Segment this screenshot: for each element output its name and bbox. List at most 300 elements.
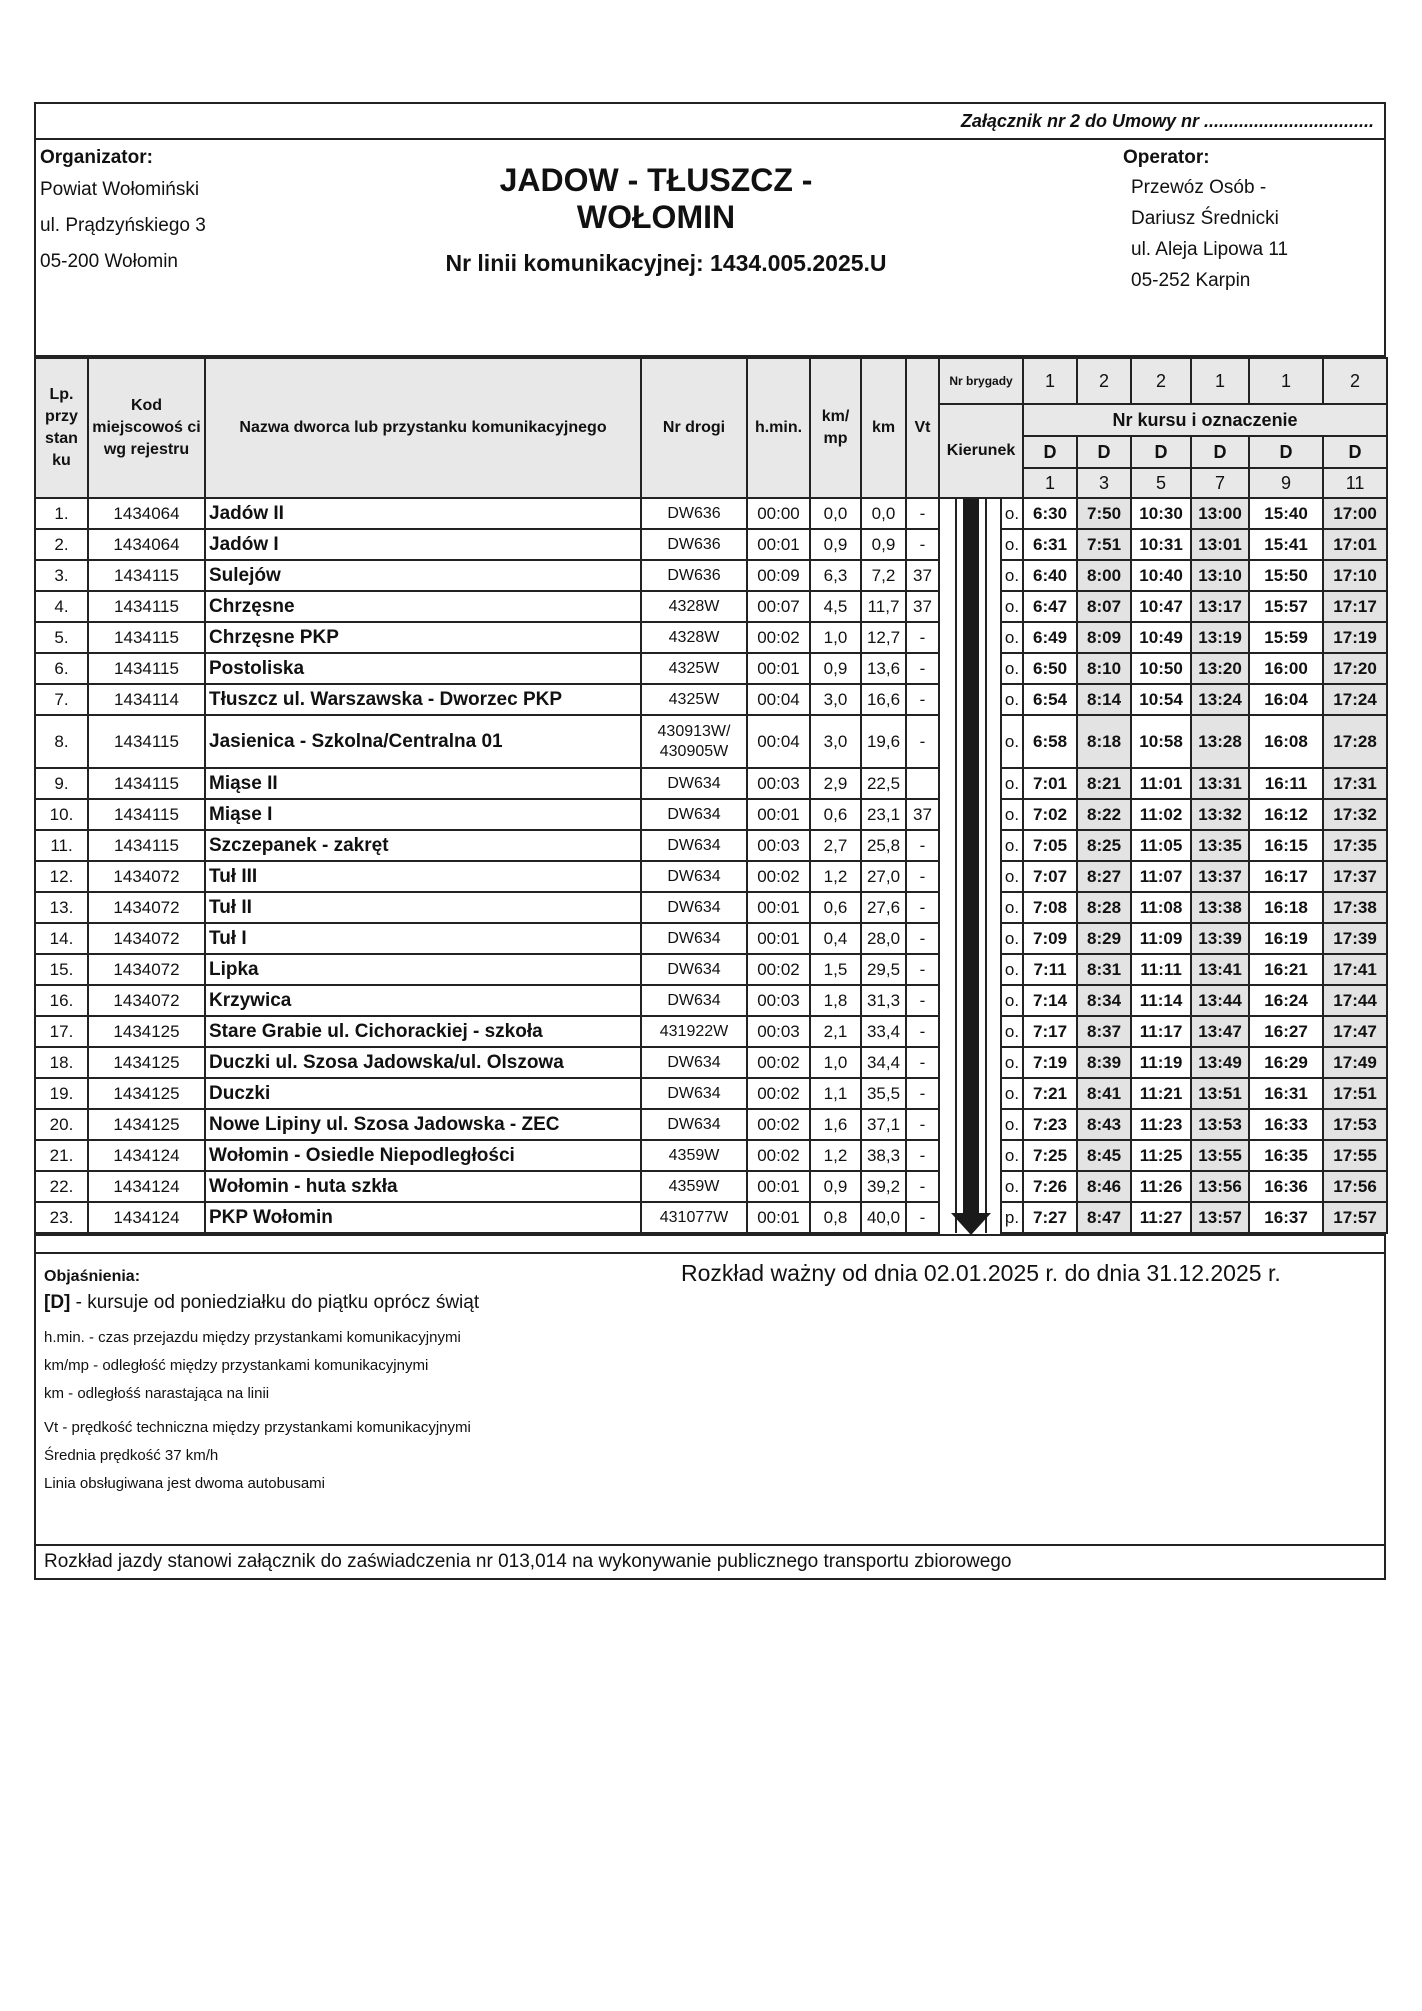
organizer-line: 05-200 Wołomin: [40, 251, 179, 272]
stop-name: Wołomin - huta szkła: [205, 1171, 641, 1202]
departure-time: 17:38: [1323, 892, 1387, 923]
technical-speed: -: [906, 954, 939, 985]
travel-time: 00:02: [747, 861, 810, 892]
direction-pad: [986, 1140, 1001, 1171]
explanations-heading: Objaśnienia:: [44, 1268, 141, 1285]
direction-pad: [939, 529, 956, 560]
direction-pad: [939, 1140, 956, 1171]
course-marking: D: [1131, 436, 1191, 468]
stop-code: 1434064: [88, 529, 205, 560]
departure-time: 13:39: [1191, 923, 1249, 954]
course-number: 1: [1023, 468, 1077, 498]
stop-name: Tuł I: [205, 923, 641, 954]
segment-distance: 0,4: [810, 923, 861, 954]
stop-lp: 1.: [35, 498, 88, 529]
stop-code: 1434072: [88, 954, 205, 985]
stop-name: Chrzęsne: [205, 591, 641, 622]
departure-time: 13:01: [1191, 529, 1249, 560]
legend-line: h.min. - czas przejazdu między przystankami komunikacyjnymi: [44, 1329, 461, 1346]
departure-time: 11:07: [1131, 861, 1191, 892]
departure-time: 15:41: [1249, 529, 1323, 560]
departure-time: 7:11: [1023, 954, 1077, 985]
departure-time: 17:31: [1323, 768, 1387, 799]
stop-name: Krzywica: [205, 985, 641, 1016]
direction-pad: [939, 1109, 956, 1140]
table-row: [35, 892, 1387, 923]
stop-code: 1434125: [88, 1047, 205, 1078]
stop-name: Tłuszcz ul. Warszawska - Dworzec PKP: [205, 684, 641, 715]
direction-pad: [986, 560, 1001, 591]
stop-lp: 6.: [35, 653, 88, 684]
departure-time: 15:59: [1249, 622, 1323, 653]
timetable-sheet: [34, 102, 1386, 1580]
stop-lp: 14.: [35, 923, 88, 954]
route-title: JADOW - TŁUSZCZ - WOŁOMIN: [499, 162, 813, 235]
departure-time: 11:19: [1131, 1047, 1191, 1078]
departure-time: 11:25: [1131, 1140, 1191, 1171]
departure-time: 15:40: [1249, 498, 1323, 529]
stop-code: 1434115: [88, 715, 205, 768]
direction-pad: [939, 622, 956, 653]
arrow-stem: [963, 1171, 979, 1202]
departure-time: 7:21: [1023, 1078, 1077, 1109]
departure-time: 8:37: [1077, 1016, 1131, 1047]
operator-line: Dariusz Średnicki: [1131, 208, 1279, 229]
table-row: [35, 954, 1387, 985]
direction-pad: [939, 1016, 956, 1047]
travel-time: 00:02: [747, 1109, 810, 1140]
stop-lp: 22.: [35, 1171, 88, 1202]
cumulative-distance: 33,4: [861, 1016, 906, 1047]
technical-speed: -: [906, 715, 939, 768]
stop-name: Duczki: [205, 1078, 641, 1109]
course-number: 5: [1131, 468, 1191, 498]
departure-time: 17:47: [1323, 1016, 1387, 1047]
arrow-stem: [963, 892, 979, 923]
segment-distance: 1,5: [810, 954, 861, 985]
departure-time: 8:18: [1077, 715, 1131, 768]
road-number: 4328W: [641, 591, 747, 622]
road-number: DW634: [641, 954, 747, 985]
direction-mark: o.: [1001, 830, 1023, 861]
stop-name: Postoliska: [205, 653, 641, 684]
departure-time: 11:09: [1131, 923, 1191, 954]
course-marking: D: [1323, 436, 1387, 468]
direction-mark: o.: [1001, 1016, 1023, 1047]
departure-time: 11:21: [1131, 1078, 1191, 1109]
direction-arrow-icon: [956, 622, 986, 653]
segment-distance: 0,8: [810, 1202, 861, 1233]
stop-lp: 15.: [35, 954, 88, 985]
direction-mark: o.: [1001, 653, 1023, 684]
direction-mark: o.: [1001, 684, 1023, 715]
timetable: [34, 357, 1388, 1234]
course-number: 3: [1077, 468, 1131, 498]
stop-code: 1434115: [88, 768, 205, 799]
direction-arrow-icon: [956, 591, 986, 622]
stop-lp: 23.: [35, 1202, 88, 1233]
direction-label: Kierunek: [939, 404, 1023, 498]
direction-pad: [986, 622, 1001, 653]
departure-time: 7:25: [1023, 1140, 1077, 1171]
road-number: DW636: [641, 560, 747, 591]
stop-name: Jadów I: [205, 529, 641, 560]
direction-mark: o.: [1001, 923, 1023, 954]
departure-time: 8:21: [1077, 768, 1131, 799]
segment-distance: 1,8: [810, 985, 861, 1016]
segment-distance: 2,7: [810, 830, 861, 861]
stop-lp: 11.: [35, 830, 88, 861]
departure-time: 7:05: [1023, 830, 1077, 861]
direction-mark: o.: [1001, 985, 1023, 1016]
departure-time: 16:12: [1249, 799, 1323, 830]
departure-time: 11:23: [1131, 1109, 1191, 1140]
stop-code: 1434115: [88, 560, 205, 591]
direction-arrow-icon: [956, 715, 986, 768]
table-row: [35, 830, 1387, 861]
travel-time: 00:02: [747, 1047, 810, 1078]
col-header-kmmp: km/ mp: [810, 358, 861, 498]
technical-speed: -: [906, 1109, 939, 1140]
departure-time: 8:28: [1077, 892, 1131, 923]
departure-time: 17:24: [1323, 684, 1387, 715]
departure-time: 16:18: [1249, 892, 1323, 923]
segment-distance: 1,1: [810, 1078, 861, 1109]
road-number: DW634: [641, 861, 747, 892]
departure-time: 11:01: [1131, 768, 1191, 799]
direction-pad: [986, 1047, 1001, 1078]
road-number: DW634: [641, 830, 747, 861]
travel-time: 00:04: [747, 715, 810, 768]
direction-pad: [986, 954, 1001, 985]
cumulative-distance: 23,1: [861, 799, 906, 830]
departure-time: 8:25: [1077, 830, 1131, 861]
road-number: DW636: [641, 498, 747, 529]
road-number: 431077W: [641, 1202, 747, 1233]
direction-mark: o.: [1001, 892, 1023, 923]
departure-time: 7:01: [1023, 768, 1077, 799]
direction-mark: o.: [1001, 529, 1023, 560]
technical-speed: 37: [906, 591, 939, 622]
stop-lp: 16.: [35, 985, 88, 1016]
departure-time: 7:07: [1023, 861, 1077, 892]
road-number: DW634: [641, 985, 747, 1016]
departure-time: 16:36: [1249, 1171, 1323, 1202]
stop-code: 1434115: [88, 622, 205, 653]
technical-speed: -: [906, 985, 939, 1016]
legend-line: Średnia prędkość 37 km/h: [44, 1447, 219, 1464]
departure-time: 17:28: [1323, 715, 1387, 768]
departure-time: 7:51: [1077, 529, 1131, 560]
departure-time: 17:20: [1323, 653, 1387, 684]
brigade-number: 1: [1249, 358, 1323, 404]
direction-arrow-icon: [956, 1202, 986, 1233]
departure-time: 6:30: [1023, 498, 1077, 529]
stop-lp: 8.: [35, 715, 88, 768]
departure-time: 13:19: [1191, 622, 1249, 653]
departure-time: 17:01: [1323, 529, 1387, 560]
direction-pad: [986, 799, 1001, 830]
arrow-stem: [963, 622, 979, 653]
direction-pad: [939, 1047, 956, 1078]
segment-distance: 4,5: [810, 591, 861, 622]
departure-time: 6:54: [1023, 684, 1077, 715]
organizer-line: Powiat Wołomiński: [40, 179, 200, 200]
departure-time: 16:31: [1249, 1078, 1323, 1109]
direction-pad: [939, 892, 956, 923]
stop-code: 1434115: [88, 799, 205, 830]
direction-mark: o.: [1001, 560, 1023, 591]
segment-distance: 1,2: [810, 861, 861, 892]
technical-speed: -: [906, 1171, 939, 1202]
direction-arrow-icon: [956, 954, 986, 985]
stop-code: 1434124: [88, 1140, 205, 1171]
cumulative-distance: 34,4: [861, 1047, 906, 1078]
table-row: [35, 622, 1387, 653]
header-section: [36, 140, 1384, 357]
travel-time: 00:01: [747, 653, 810, 684]
cumulative-distance: 27,0: [861, 861, 906, 892]
direction-pad: [986, 1016, 1001, 1047]
direction-mark: o.: [1001, 1140, 1023, 1171]
road-number: 4359W: [641, 1171, 747, 1202]
cumulative-distance: 0,0: [861, 498, 906, 529]
stop-code: 1434125: [88, 1109, 205, 1140]
legend-line: km/mp - odległość między przystankami komunikacyjnymi: [44, 1357, 429, 1374]
departure-time: 13:41: [1191, 954, 1249, 985]
departure-time: 16:04: [1249, 684, 1323, 715]
technical-speed: -: [906, 684, 939, 715]
departure-time: 17:10: [1323, 560, 1387, 591]
departure-time: 7:02: [1023, 799, 1077, 830]
segment-distance: 2,1: [810, 1016, 861, 1047]
segment-distance: 1,0: [810, 622, 861, 653]
direction-mark: o.: [1001, 1047, 1023, 1078]
direction-pad: [939, 954, 956, 985]
table-row: [35, 1140, 1387, 1171]
direction-pad: [986, 591, 1001, 622]
direction-arrow-icon: [956, 1078, 986, 1109]
departure-time: 10:50: [1131, 653, 1191, 684]
table-row: [35, 529, 1387, 560]
stop-code: 1434115: [88, 830, 205, 861]
departure-time: 6:49: [1023, 622, 1077, 653]
stop-lp: 19.: [35, 1078, 88, 1109]
departure-time: 11:08: [1131, 892, 1191, 923]
line-number: Nr linii komunikacyjnej: 1434.005.2025.U: [445, 250, 887, 276]
table-row: [35, 1171, 1387, 1202]
direction-arrow-icon: [956, 861, 986, 892]
stop-name: Miąse II: [205, 768, 641, 799]
technical-speed: -: [906, 1202, 939, 1233]
stop-code: 1434125: [88, 1016, 205, 1047]
departure-time: 13:38: [1191, 892, 1249, 923]
direction-pad: [939, 560, 956, 591]
cumulative-distance: 12,7: [861, 622, 906, 653]
departure-time: 17:00: [1323, 498, 1387, 529]
departure-time: 11:26: [1131, 1171, 1191, 1202]
departure-time: 8:14: [1077, 684, 1131, 715]
table-row: [35, 1047, 1387, 1078]
table-row: [35, 923, 1387, 954]
stop-name: Duczki ul. Szosa Jadowska/ul. Olszowa: [205, 1047, 641, 1078]
departure-time: 8:45: [1077, 1140, 1131, 1171]
technical-speed: 37: [906, 560, 939, 591]
operator-line: 05-252 Karpin: [1131, 270, 1251, 291]
direction-pad: [986, 923, 1001, 954]
brigade-number: 2: [1077, 358, 1131, 404]
direction-mark: o.: [1001, 799, 1023, 830]
arrow-stem: [963, 799, 979, 830]
cumulative-distance: 7,2: [861, 560, 906, 591]
departure-time: 17:19: [1323, 622, 1387, 653]
departure-time: 8:31: [1077, 954, 1131, 985]
segment-distance: 6,3: [810, 560, 861, 591]
table-row: [35, 985, 1387, 1016]
table-row: [35, 799, 1387, 830]
direction-pad: [986, 892, 1001, 923]
cumulative-distance: 27,6: [861, 892, 906, 923]
departure-time: 13:31: [1191, 768, 1249, 799]
direction-pad: [939, 768, 956, 799]
stop-code: 1434125: [88, 1078, 205, 1109]
direction-pad: [986, 985, 1001, 1016]
technical-speed: -: [906, 1140, 939, 1171]
cumulative-distance: 40,0: [861, 1202, 906, 1233]
technical-speed: -: [906, 892, 939, 923]
segment-distance: 0,9: [810, 529, 861, 560]
travel-time: 00:01: [747, 1171, 810, 1202]
stop-name: Stare Grabie ul. Cichorackiej - szkoła: [205, 1016, 641, 1047]
direction-arrow-icon: [956, 529, 986, 560]
stop-lp: 12.: [35, 861, 88, 892]
departure-time: 16:27: [1249, 1016, 1323, 1047]
stop-code: 1434114: [88, 684, 205, 715]
technical-speed: -: [906, 529, 939, 560]
departure-time: 16:15: [1249, 830, 1323, 861]
direction-pad: [986, 715, 1001, 768]
departure-time: 8:47: [1077, 1202, 1131, 1233]
technical-speed: -: [906, 498, 939, 529]
departure-time: 16:21: [1249, 954, 1323, 985]
direction-mark: o.: [1001, 861, 1023, 892]
direction-arrow-icon: [956, 892, 986, 923]
validity-period: Rozkład ważny od dnia 02.01.2025 r. do dnia 31.12.2025 r.: [681, 1260, 1281, 1286]
stop-lp: 13.: [35, 892, 88, 923]
explanations: [44, 1268, 479, 1498]
operator-line: Przewóz Osób -: [1131, 177, 1267, 198]
travel-time: 00:01: [747, 529, 810, 560]
course-marking: D: [1023, 436, 1077, 468]
direction-arrow-icon: [956, 1016, 986, 1047]
departure-time: 13:55: [1191, 1140, 1249, 1171]
departure-time: 16:11: [1249, 768, 1323, 799]
direction-pad: [939, 1078, 956, 1109]
cumulative-distance: 11,7: [861, 591, 906, 622]
technical-speed: -: [906, 1047, 939, 1078]
arrow-stem: [963, 560, 979, 591]
arrow-stem: [963, 715, 979, 768]
travel-time: 00:03: [747, 830, 810, 861]
direction-pad: [939, 684, 956, 715]
departure-time: 10:49: [1131, 622, 1191, 653]
stop-code: 1434115: [88, 653, 205, 684]
organizer-block: [40, 144, 206, 280]
timetable-body: [35, 498, 1387, 1233]
road-number: 430913W/ 430905W: [641, 715, 747, 768]
direction-pad: [939, 1171, 956, 1202]
stop-name: Jasienica - Szkolna/Centralna 01: [205, 715, 641, 768]
departure-time: 17:53: [1323, 1109, 1387, 1140]
stop-code: 1434064: [88, 498, 205, 529]
cumulative-distance: 13,6: [861, 653, 906, 684]
technical-speed: -: [906, 861, 939, 892]
certificate-note: Rozkład jazdy stanowi załącznik do zaświadczenia nr 013,014 na wykonywanie publicznego transportu zbiorowego: [44, 1551, 1012, 1572]
departure-time: 11:02: [1131, 799, 1191, 830]
departure-time: 17:17: [1323, 591, 1387, 622]
departure-time: 16:19: [1249, 923, 1323, 954]
departure-time: 17:39: [1323, 923, 1387, 954]
cumulative-distance: 31,3: [861, 985, 906, 1016]
departure-time: 16:33: [1249, 1109, 1323, 1140]
stop-lp: 9.: [35, 768, 88, 799]
direction-mark: o.: [1001, 715, 1023, 768]
departure-time: 13:20: [1191, 653, 1249, 684]
stop-code: 1434115: [88, 591, 205, 622]
arrow-stem: [963, 923, 979, 954]
travel-time: 00:09: [747, 560, 810, 591]
departure-time: 17:56: [1323, 1171, 1387, 1202]
travel-time: 00:02: [747, 954, 810, 985]
direction-pad: [986, 1109, 1001, 1140]
stop-name: Wołomin - Osiedle Niepodległości: [205, 1140, 641, 1171]
direction-arrow-icon: [956, 768, 986, 799]
departure-time: 17:55: [1323, 1140, 1387, 1171]
departure-time: 8:09: [1077, 622, 1131, 653]
arrow-stem: [963, 985, 979, 1016]
departure-time: 16:29: [1249, 1047, 1323, 1078]
cumulative-distance: 25,8: [861, 830, 906, 861]
stop-name: Chrzęsne PKP: [205, 622, 641, 653]
departure-time: 11:05: [1131, 830, 1191, 861]
arrow-stem: [963, 653, 979, 684]
travel-time: 00:01: [747, 799, 810, 830]
arrow-stem: [963, 768, 979, 799]
table-row: [35, 1016, 1387, 1047]
stop-name: Szczepanek - zakręt: [205, 830, 641, 861]
cumulative-distance: 0,9: [861, 529, 906, 560]
departure-time: 7:27: [1023, 1202, 1077, 1233]
direction-pad: [986, 1078, 1001, 1109]
direction-arrow-icon: [956, 1047, 986, 1078]
direction-pad: [986, 861, 1001, 892]
direction-arrow-icon: [956, 1171, 986, 1202]
departure-time: 17:35: [1323, 830, 1387, 861]
road-number: DW634: [641, 892, 747, 923]
road-number: 4325W: [641, 684, 747, 715]
course-marking: D: [1077, 436, 1131, 468]
departure-time: 7:50: [1077, 498, 1131, 529]
segment-distance: 0,9: [810, 1171, 861, 1202]
segment-distance: 0,6: [810, 799, 861, 830]
direction-arrow-icon: [956, 799, 986, 830]
table-row: [35, 591, 1387, 622]
technical-speed: -: [906, 923, 939, 954]
stop-lp: 21.: [35, 1140, 88, 1171]
col-header-name: Nazwa dworca lub przystanku komunikacyjnego: [205, 358, 641, 498]
table-row: [35, 684, 1387, 715]
stop-name: Tuł III: [205, 861, 641, 892]
